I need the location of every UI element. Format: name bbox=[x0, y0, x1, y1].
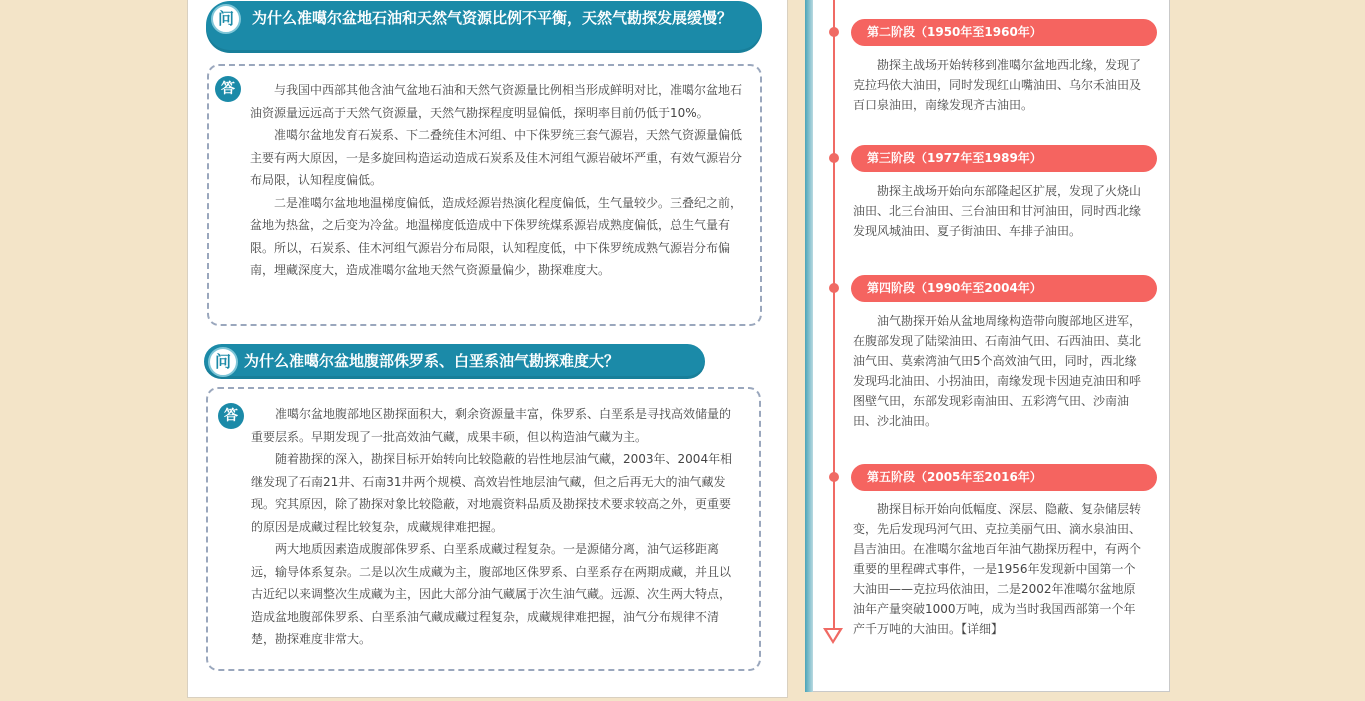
timeline-stage-description-text: 勘探目标开始向低幅度、深层、隐蔽、复杂储层转变，先后发现玛河气田、克拉美丽气田、滴水泉油田、昌吉油田。在准噶尔盆地百年油气勘探历程中，有两个重要的里程碑式事件，一是1956年发现新中国第一个大油田——克拉玛依油田，二是2002年准噶尔盆地原油年产量突破1000万吨，成为当时我国西部第一个年产千万吨的大油田。 bbox=[853, 502, 1142, 636]
detail-link[interactable]: 【详细】 bbox=[961, 622, 1004, 636]
timeline-line bbox=[833, 0, 835, 628]
question-title-1: 为什么准噶尔盆地石油和天然气资源比例不平衡，天然气勘探发展缓慢？ bbox=[252, 9, 733, 27]
answer-paragraph: 两大地质因素造成腹部侏罗系、白垩系成藏过程复杂。一是源储分离，油气运移距离远，输导体系复杂。二是以次生成藏为主，腹部地区侏罗系、白垩系存在两期成藏，并且以古近纪以来调整次生成藏为主，因此大部分油气藏属于次生油气藏。远源、次生两大特点，造成盆地腹部侏罗系、白垩系油气藏成藏过程复杂，成藏规律难把握，油气分布规律不清楚，勘探难度非常大。 bbox=[251, 542, 732, 646]
answer-paragraph: 与我国中西部其他含油气盆地石油和天然气资源量比例相当形成鲜明对比，准噶尔盆地石油资源量远远高于天然气资源量，天然气勘探程度明显偏低，探明率目前仍低于10%。 bbox=[250, 83, 743, 120]
timeline-dot bbox=[829, 472, 839, 482]
timeline-stage-description: 油气勘探开始从盆地周缘构造带向腹部地区进军，在腹部发现了陆梁油田、石南油气田、石西油田、莫北油气田、莫索湾油气田5个高效油气田，同时，西北缘发现玛北油田、小拐油田，南缘发现卡因迪克油田和呼图壁气田，东部发现彩南油田、五彩湾气田、沙南油田、沙北油田。 bbox=[853, 314, 1142, 428]
timeline-dot bbox=[829, 27, 839, 37]
timeline-stage-text bbox=[853, 499, 1145, 639]
timeline-stage-label: 第五阶段（2005年至2016年） bbox=[851, 464, 1157, 491]
timeline-stage-description: 勘探主战场开始转移到准噶尔盆地西北缘，发现了克拉玛依大油田，同时发现红山嘴油田、乌尔禾油田及百口泉油田，南缘发现齐古油田。 bbox=[853, 58, 1142, 112]
timeline-stage-text bbox=[853, 311, 1145, 431]
answer-icon: 答 bbox=[215, 76, 241, 102]
question-icon: 问 bbox=[208, 347, 238, 377]
answer-box-2 bbox=[206, 387, 761, 671]
timeline-dot bbox=[829, 153, 839, 163]
timeline-stage-text bbox=[853, 181, 1145, 241]
timeline-panel-stripe bbox=[805, 0, 813, 692]
timeline-stage-description: 勘探主战场开始向东部隆起区扩展，发现了火烧山油田、北三台油田、三台油田和甘河油田，同时西北缘发现风城油田、夏子街油田、车排子油田。 bbox=[853, 184, 1142, 238]
answer-paragraph: 准噶尔盆地腹部地区勘探面积大，剩余资源量丰富，侏罗系、白垩系是寻找高效储量的重要层系。早期发现了一批高效油气藏，成果丰硕，但以构造油气藏为主。 bbox=[251, 407, 732, 444]
timeline-stage-label: 第三阶段（1977年至1989年） bbox=[851, 145, 1157, 172]
answer-text-1 bbox=[250, 79, 742, 282]
timeline-end-arrow-inner bbox=[827, 630, 839, 640]
answer-text-2 bbox=[251, 403, 734, 651]
timeline-stage-text bbox=[853, 55, 1145, 115]
question-bar-1 bbox=[206, 1, 762, 53]
question-bar-2 bbox=[204, 344, 705, 379]
answer-box-1 bbox=[207, 64, 762, 326]
timeline-dot bbox=[829, 283, 839, 293]
timeline-stage-label: 第二阶段（1950年至1960年） bbox=[851, 19, 1157, 46]
timeline-stage-label: 第四阶段（1990年至2004年） bbox=[851, 275, 1157, 302]
question-title-2: 为什么准噶尔盆地腹部侏罗系、白垩系油气勘探难度大？ bbox=[244, 352, 620, 370]
question-icon: 问 bbox=[211, 4, 241, 34]
answer-icon: 答 bbox=[218, 403, 244, 429]
answer-paragraph: 二是准噶尔盆地地温梯度偏低，造成烃源岩热演化程度偏低，生气量较少。三叠纪之前，盆地为热盆，之后变为冷盆。地温梯度低造成中下侏罗统煤系源岩成熟度偏低，总生气量有限。所以，石炭系、佳木河组气源岩分布局限，认知程度低，中下侏罗统成熟气源岩分布偏南，埋藏深度大，造成准噶尔盆地天然气资源量偏少，勘探难度大。 bbox=[250, 195, 743, 277]
answer-paragraph: 准噶尔盆地发育石炭系、下二叠统佳木河组、中下侏罗统三套气源岩，天然气资源量偏低主要有两大原因，一是多旋回构造运动造成石炭系及佳木河组气源岩破坏严重，有效气源岩分布局限，认知程度偏低。 bbox=[250, 128, 743, 187]
answer-paragraph: 随着勘探的深入，勘探目标开始转向比较隐蔽的岩性地层油气藏，2003年、2004年相继发现了石南21井、石南31井两个规模、高效岩性地层油气藏，但之后再无大的油气藏发现。究其原因，除了勘探对象比较隐蔽，对地震资料品质及勘探技术要求较高之外，更重要的原因是成藏过程比较复杂，成藏规律难把握。 bbox=[251, 452, 733, 534]
timeline-stage-description bbox=[853, 499, 1145, 639]
